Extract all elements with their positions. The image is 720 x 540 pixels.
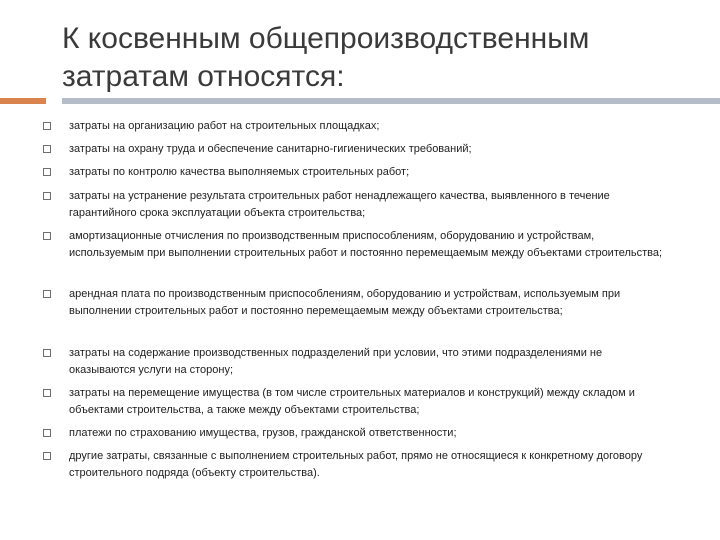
slide-title: К косвенным общепроизводственным затратам относятся: [62, 22, 590, 93]
list-item-text: арендная плата по производственным приспособлениям, оборудованию и устройствам, используемым при выполнении строительных работ и постоянно перемещаемым между объектами строительства; [69, 288, 621, 317]
hollow-square-icon [43, 232, 51, 240]
hollow-square-icon [43, 452, 51, 460]
hollow-square-icon [43, 192, 51, 200]
list-item-text: затраты на содержание производственных подразделений при условии, что этими подразделениями не оказываются услуги на сторону; [69, 347, 603, 376]
hollow-square-icon [43, 349, 51, 357]
list-item-text: платежи по страхованию имущества, грузов, гражданской ответственности; [69, 427, 457, 439]
list-item-text: затраты по контролю качества выполняемых строительных работ; [69, 166, 410, 178]
list-item-text: другие затраты, связанные с выполнением строительных работ, прямо не относящиеся к конкретному договору строительного подряда (объекту строительства). [69, 450, 643, 479]
list-item-text: амортизационные отчисления по производственным приспособлениям, оборудованию и устройствам, используемым при выполнении строительных работ и постоянно перемещаемым между объектами строительства; [69, 230, 663, 259]
title-accent-bar [0, 98, 46, 104]
hollow-square-icon [43, 429, 51, 437]
hollow-square-icon [43, 389, 51, 397]
title-divider-bar [62, 98, 720, 104]
list-item-text: затраты на организацию работ на строительных площадках; [69, 120, 380, 132]
list-item-text: затраты на охрану труда и обеспечение санитарно-гигиенических требований; [69, 143, 472, 155]
hollow-square-icon [43, 168, 51, 176]
list-item-text: затраты на устранение результата строительных работ ненадлежащего качества, выявленного в течение гарантийного срока эксплуатации объекта строительства; [69, 190, 610, 219]
list-item-text: затраты на перемещение имущества (в том числе строительных материалов и конструкций) между складом и объектами строительства, а также между объектами строительства; [69, 387, 635, 416]
hollow-square-icon [43, 145, 51, 153]
hollow-square-icon [43, 290, 51, 298]
hollow-square-icon [43, 122, 51, 130]
